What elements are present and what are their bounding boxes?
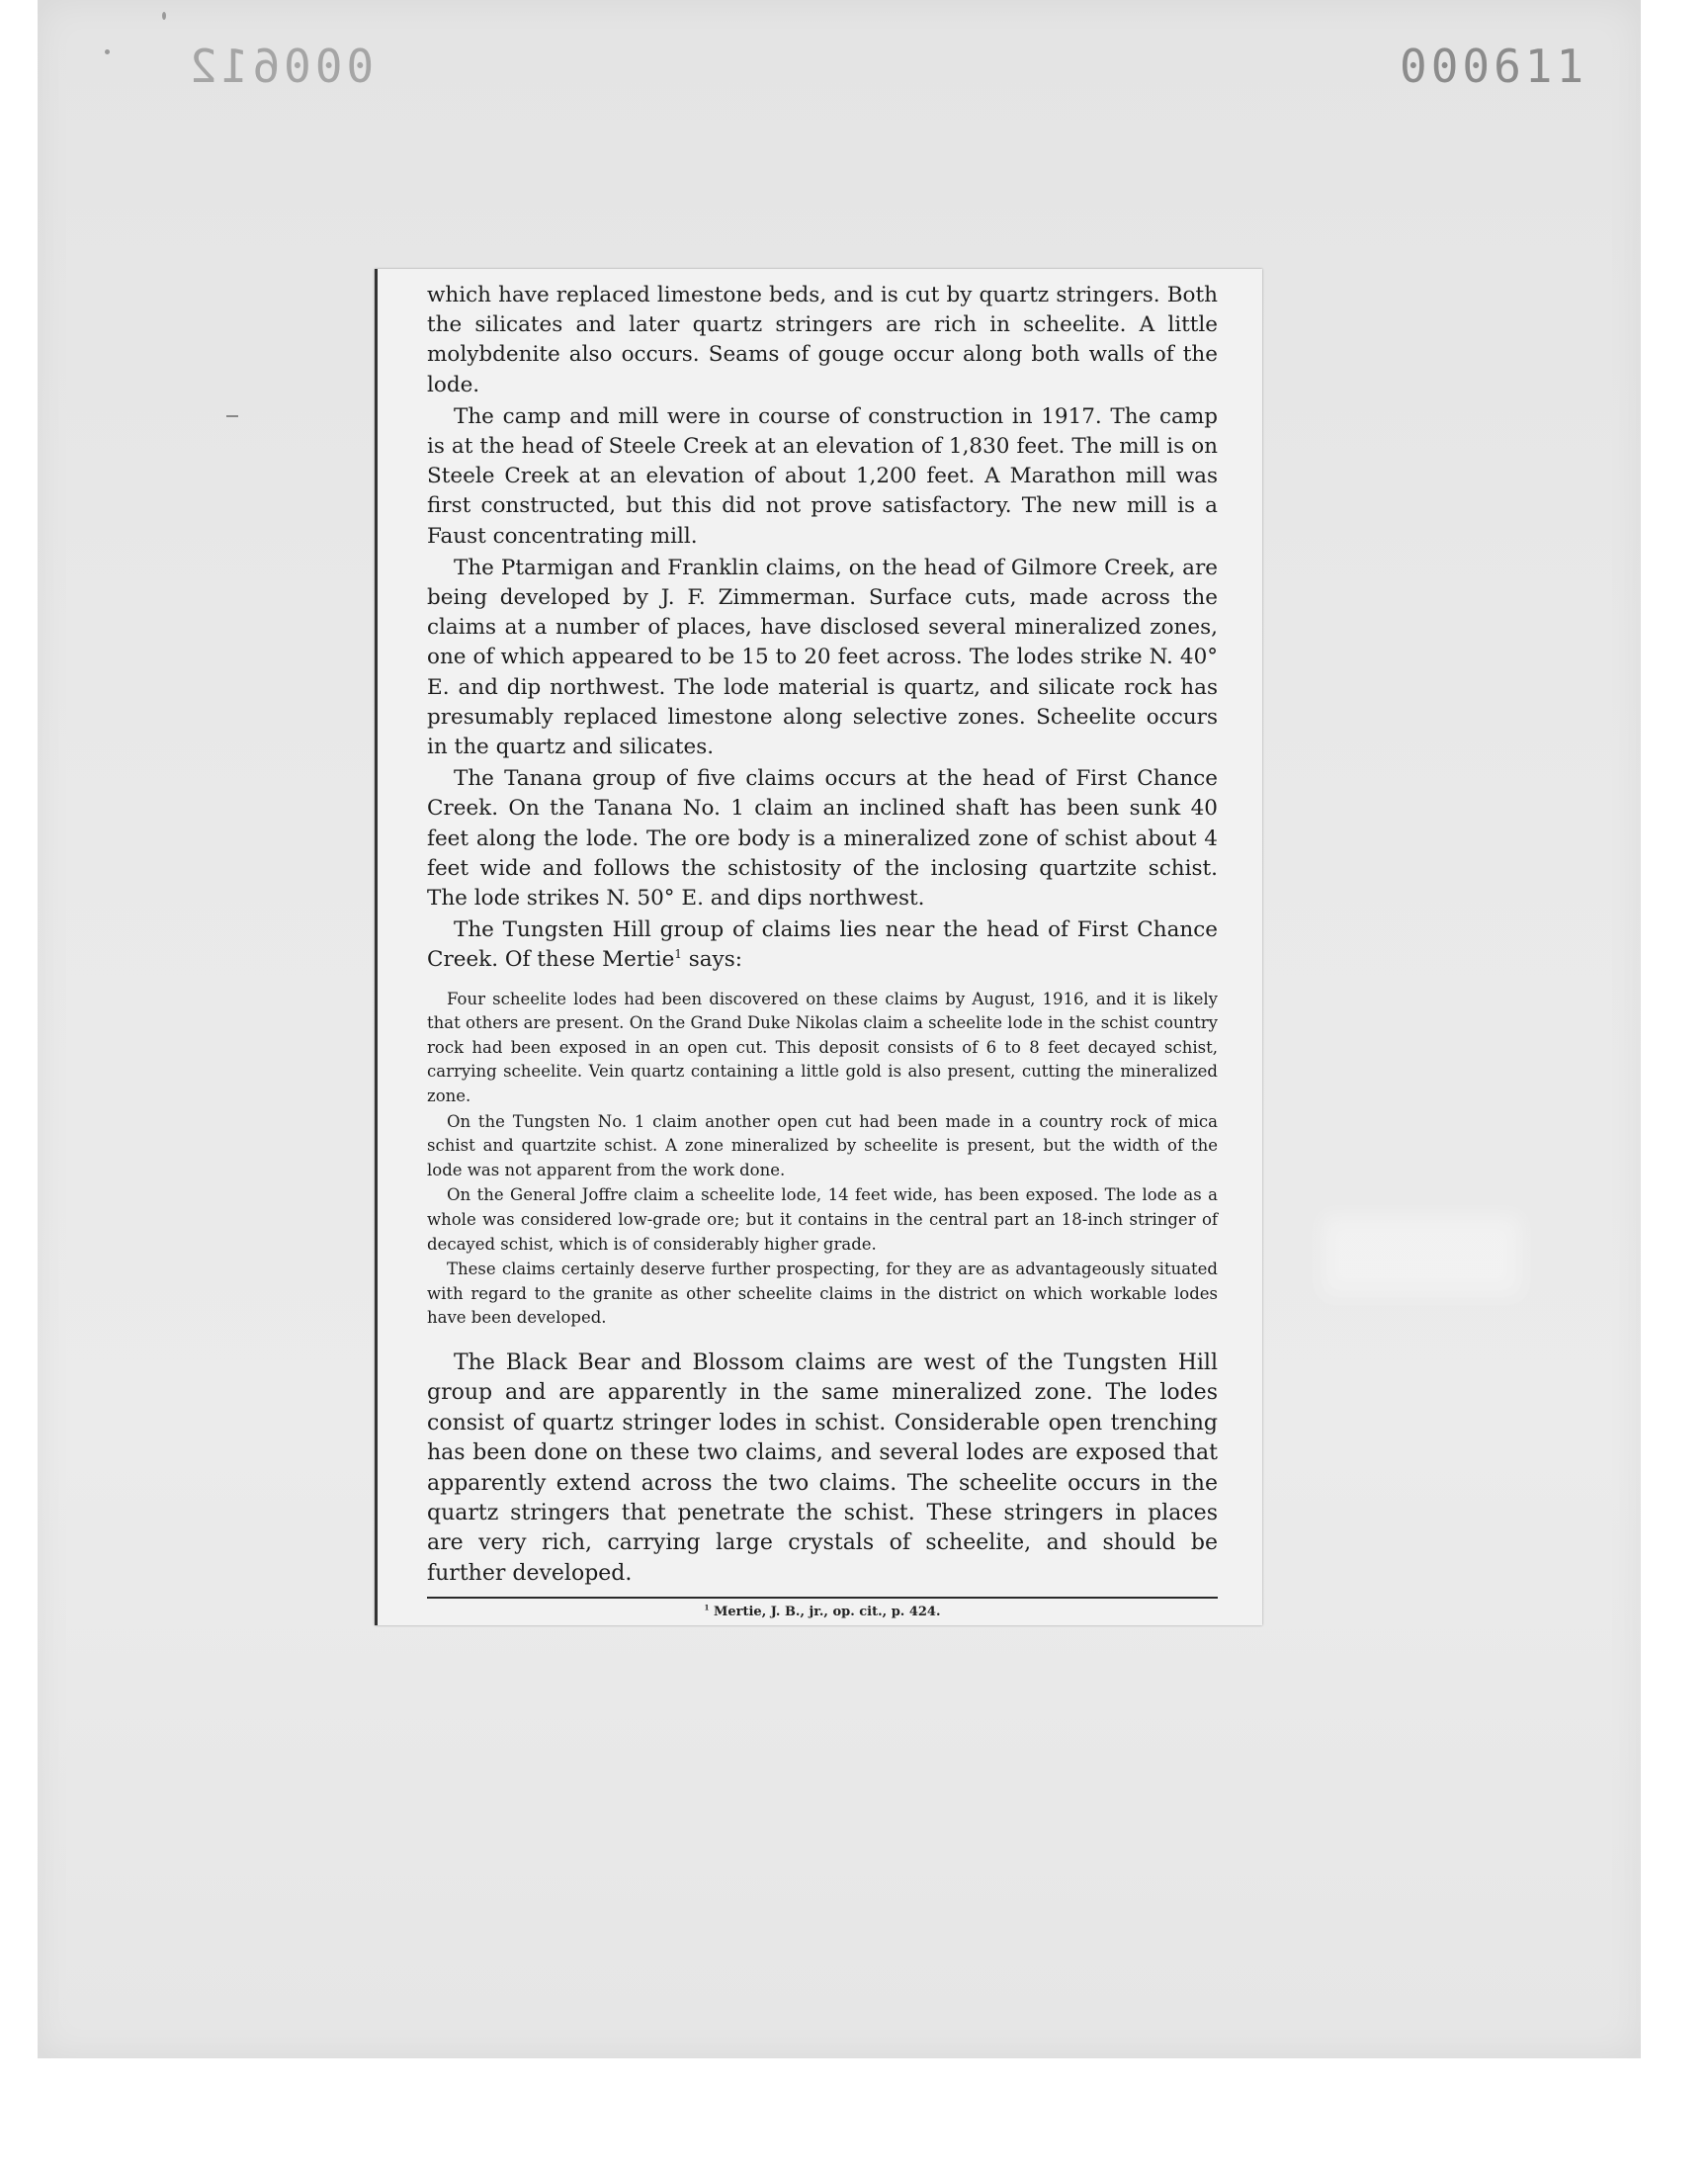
- page-stamp-mirrored: 000612: [186, 40, 375, 93]
- footnote: [427, 1605, 1218, 1620]
- scan-mark: [226, 415, 238, 417]
- article-body: [427, 281, 1218, 1620]
- page-stamp: 000611: [1400, 40, 1588, 93]
- closing-paragraph: The Black Bear and Blossom claims are west of the Tungsten Hill group and are apparently in the same mineralized zone. The lodes consist of quartz stringer lodes in schist. Considerable open trenching has been done on these two claims, and several lodes are exposed that apparently extend across the two claims. The scheelite occurs in the quartz stringers that penetrate the schist. These stringers in places are very rich, carrying large crystals of scheelite, and should be further developed.: [427, 1349, 1218, 1586]
- block-quote: [427, 988, 1218, 1331]
- scan-ghost: [1323, 1216, 1520, 1295]
- body-paragraph: The Tanana group of five claims occurs at the head of First Chance Creek. On the Tanana No. 1 claim an inclined shaft has been sunk 40 feet along the lode. The ore body is a mineralized zone of schist about 4 feet wide and follows the schistosity of the inclosing quartzite schist. The lode strikes N. 50° E. and dips northwest.: [427, 766, 1218, 912]
- scan-speck: [162, 12, 166, 20]
- opening-paragraph: which have replaced limestone beds, and is cut by quartz stringers. Both the silicates and later quartz stringers are rich in scheelite. A little molybdenite also occurs. Seams of gouge occur along both walls of the lode.: [427, 283, 1218, 397]
- intro-text: The Tungsten Hill group of claims lies near the head of First Chance Creek. Of these Mertie: [427, 917, 1218, 973]
- footnote-mark: 1: [704, 1603, 710, 1612]
- scan-speck: [105, 49, 110, 54]
- page-bottom-margin: [0, 2058, 1708, 2175]
- quote-paragraph: On the Tungsten No. 1 claim another open cut had been made in a country rock of mica schist and quartzite schist. A zone mineralized by scheelite is present, but the width of the lode was not apparent from the work done.: [427, 1111, 1218, 1179]
- body-paragraph: The camp and mill were in course of construction in 1917. The camp is at the head of Steele Creek at an elevation of 1,830 feet. The mill is on Steele Creek at an elevation of about 1,200 feet. A Marathon mill was first constructed, but this did not prove satisfactory. The new mill is a Faust concentrating mill.: [427, 403, 1218, 549]
- body-paragraph: The Ptarmigan and Franklin claims, on the head of Gilmore Creek, are being developed by J. F. Zimmerman. Surface cuts, made across the claims at a number of places, have disclosed several mineralized zones, one of which appeared to be 15 to 20 feet across. The lodes strike N. 40° E. and dip northwest. The lode material is quartz, and silicate rock has presumably replaced limestone along selective zones. Scheelite occurs in the quartz and silicates.: [427, 555, 1218, 760]
- quote-paragraph: These claims certainly deserve further prospecting, for they are as advantageously situated with regard to the granite as other scheelite claims in the district on which workable lodes have been developed.: [427, 1260, 1218, 1328]
- footnote-reference: 1: [674, 947, 682, 962]
- footnote-divider: [427, 1597, 1218, 1599]
- document-clipping: [375, 269, 1262, 1625]
- intro-text-end: says:: [681, 947, 742, 973]
- quote-paragraph: Four scheelite lodes had been discovered on these claims by August, 1916, and it is likely that others are present. On the Grand Duke Nikolas claim a scheelite lode in the schist country rock had been exposed in an open cut. This deposit consists of 6 to 8 feet decayed schist, carrying scheelite. Vein quartz containing a little gold is also present, cutting the mineralized zone.: [427, 989, 1218, 1106]
- quote-paragraph: On the General Joffre claim a scheelite lode, 14 feet wide, has been exposed. The lode as a whole was considered low-grade ore; but it contains in the central part an 18-inch stringer of decayed schist, which is of considerably higher grade.: [427, 1185, 1218, 1254]
- tungsten-hill-intro: [427, 915, 1218, 975]
- footnote-text: Mertie, J. B., jr., op. cit., p. 424.: [709, 1605, 941, 1620]
